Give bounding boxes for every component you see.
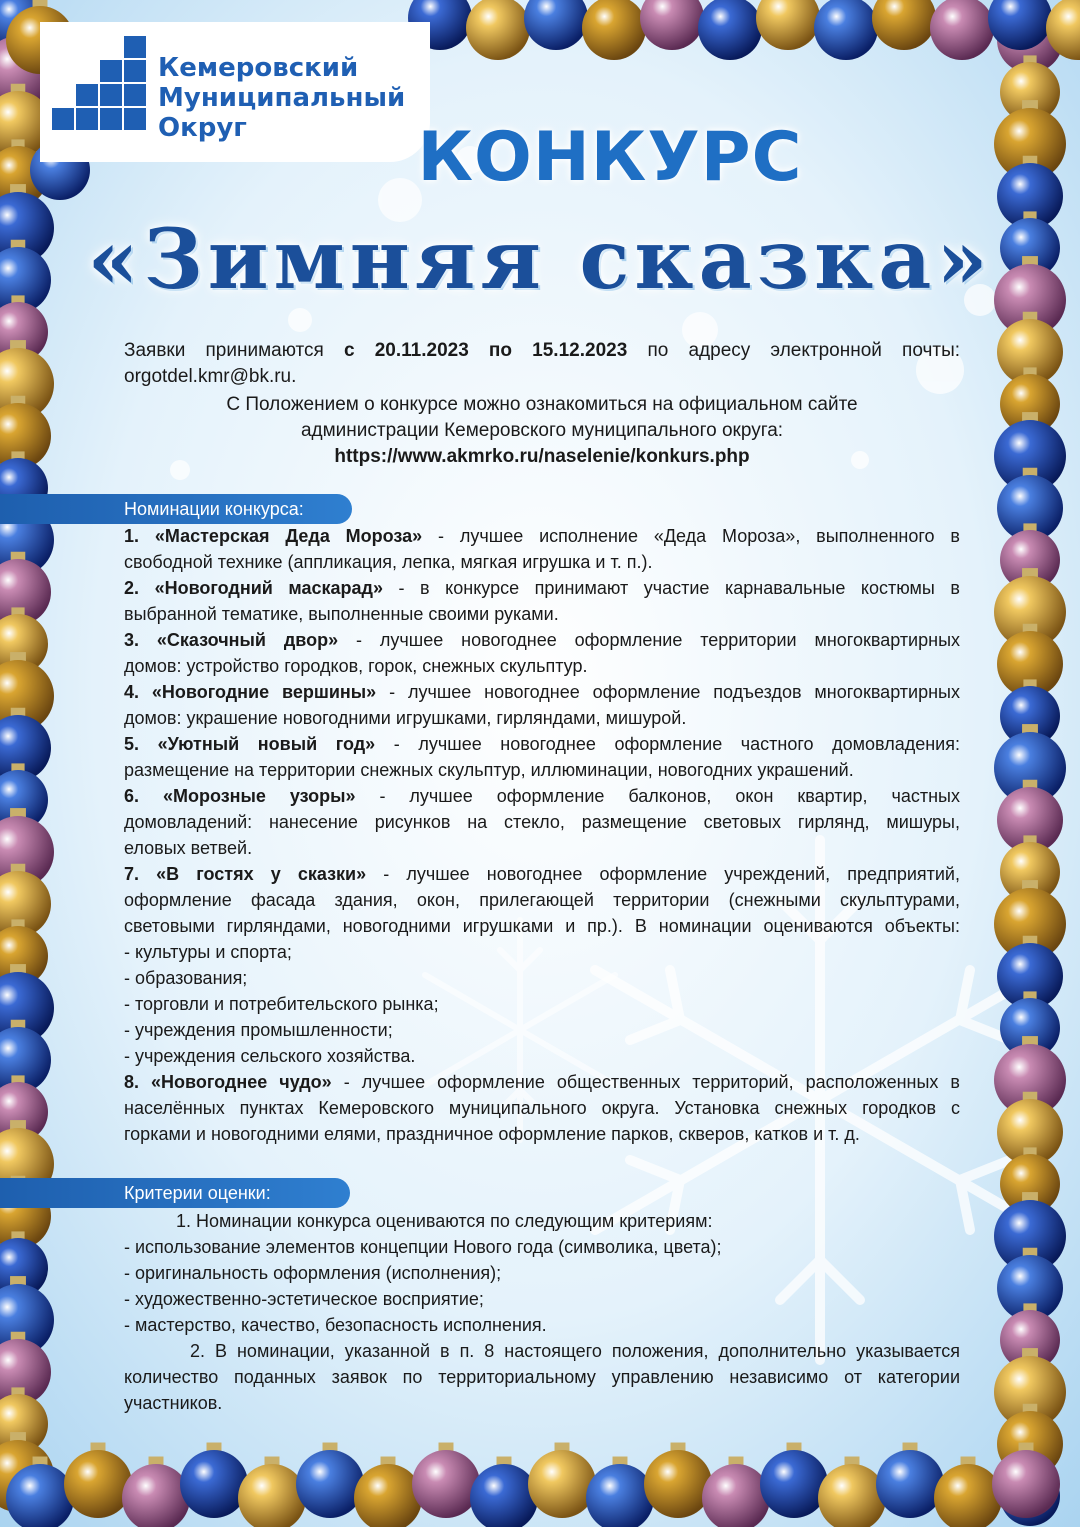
ornament-ball-icon (934, 1464, 1002, 1527)
dates: с 20.11.2023 по 15.12.2023 (344, 340, 628, 361)
ornament-ball-icon (756, 0, 820, 50)
list-item: 8. «Новогоднее чудо» - лучшее оформление общественных территорий, расположенных в (124, 1072, 960, 1092)
criteria-item: - использование элементов концепции Нового года (символика, цвета); (124, 1237, 722, 1257)
ornament-ball-icon (122, 1464, 190, 1527)
logo-line-2: Муниципальный (158, 83, 406, 113)
list-item: 7. «В гостях у сказки» - лучшее новогоднее оформление учреждений, предприятий, (124, 864, 960, 884)
criteria-item: - художественно-эстетическое восприятие; (124, 1289, 484, 1309)
list-item: 1. «Мастерская Деда Мороза» - лучшее исполнение «Деда Мороза», выполненного в (124, 526, 960, 546)
ornament-ball-icon (412, 1450, 480, 1518)
ornament-ball-icon (582, 0, 646, 60)
object-item: - образования; (124, 968, 248, 988)
ornament-ball-icon (238, 1464, 306, 1527)
nominations-list: 1. «Мастерская Деда Мороза» - лучшее исполнение «Деда Мороза», выполненного в свободной технике (аппликация, лепка, мягкая игрушка и т. п.). 2. «Новогодний маскарад» - в конкурсе принимают участие карнавальные костюмы в выбранной тематике, выполненные своими руками. 3. «Сказочный двор» - лучшее новогоднее оформление территории многоквартирных домов: устройство городков, горок, снежных скульптур. 4. «Новогодние вершины» - лучшее новогоднее оформление подъездов многоквартирных домов: украшение новогодними игрушками, гирляндами, мишурой. 5. «Уютный новый год» - лучшее новогоднее оформление частного домовладения: размещение на территории снежных скульптур, иллюминации, новогодних украшений. 6. «Морозные узоры» - лучшее оформление балконов, окон квартир, частных домовладений: нанесение рисунков на стекло, размещение световых гирлянд, мишуры, еловых ветвей. 7. «В гостях у сказки» - лучшее новогоднее оформление учреждений, предприятий, оформление фасада здания, окон, прилегающей территории (снежными скульптурами, световыми гирляндами, новогодними игрушками и пр.). В номинации оцениваются объекты: - культуры и спорта; - образования; - торговли и потребительского рынка; - учреждения промышленности; - учреждения сельского хозяйства. 8. «Новогоднее чудо» - лучшее оформление общественных территорий, расположенных в населённых пунктах Кемеровского муниципального округа. Установка снежных городков с горками и новогодними елями, праздничное оформление парков, скверов, катков и т. д. (124, 523, 960, 1147)
intro-applications: Заявки принимаются с 20.11.2023 по 15.12.2023 по адресу электронной почты: orgotdel.kmr@bk.ru. (124, 340, 961, 387)
ornament-ball-icon (586, 1464, 654, 1527)
ornament-ball-icon (180, 1450, 248, 1518)
ornament-ball-icon (698, 0, 762, 60)
list-item: 4. «Новогодние вершины» - лучшее новогоднее оформление подъездов многоквартирных (124, 682, 960, 702)
criteria-list: 1. Номинации конкурса оцениваются по следующим критериям: - использование элементов концепции Нового года (символика, цвета); - оригинальность оформления (исполнения); - художественно-эстетическое восприятие; - мастерство, качество, безопасность исполнения. 2. В номинации, указанной в п. 8 настоящего положения, дополнительно указывается количество поданных заявок по территориальному управлению независимо от категории участников. (124, 1211, 960, 1413)
object-item: - культуры и спорта; (124, 942, 292, 962)
ornament-ball-icon (296, 1450, 364, 1518)
ornament-ball-icon (470, 1464, 538, 1527)
ornament-ball-icon (466, 0, 530, 60)
nominations-header: Номинации конкурса: (0, 494, 352, 524)
list-item: 3. «Сказочный двор» - лучшее новогоднее оформление территории многоквартирных (124, 630, 961, 650)
email-link[interactable]: orgotdel.kmr@bk.ru (124, 366, 292, 387)
ornament-ball-icon (930, 0, 994, 60)
ornament-ball-icon (524, 0, 588, 50)
ornament-ball-icon (354, 1464, 422, 1527)
ornament-ball-icon (814, 0, 878, 60)
logo-line-1: Кемеровский (158, 53, 359, 83)
ornament-ball-icon (64, 1450, 132, 1518)
list-item: 2. «Новогодний маскарад» - в конкурсе принимают участие карнавальные костюмы в (124, 578, 960, 598)
criteria-item: - оригинальность оформления (исполнения); (124, 1263, 502, 1283)
intro-regulation: С Положением о конкурсе можно ознакомиться на официальном сайте администрации Кемеровского муниципального округа: https://www.akmrko.ru/naselenie/konkurs.php (124, 392, 960, 470)
ornament-ball-icon (992, 1450, 1060, 1518)
criteria-item: - мастерство, качество, безопасность исполнения. (124, 1315, 547, 1335)
list-item: 5. «Уютный новый год» - лучшее новогоднее оформление частного домовладения: (124, 734, 960, 754)
ornament-ball-icon (872, 0, 936, 50)
logo-line-3: Округ (158, 113, 247, 143)
title-contest: КОНКУРС (417, 118, 803, 197)
criteria-header: Критерии оценки: (0, 1178, 350, 1208)
object-item: - торговли и потребительского рынка; (124, 994, 439, 1014)
list-item: 6. «Морозные узоры» - лучшее оформление балконов, окон квартир, частных (124, 786, 960, 806)
object-item: - учреждения промышленности; (124, 1020, 393, 1040)
ornament-ball-icon (702, 1464, 770, 1527)
ornament-ball-icon (644, 1450, 712, 1518)
title-winter-tale: «Зимняя сказка» (87, 212, 993, 308)
ornament-ball-icon (528, 1450, 596, 1518)
ornament-ball-icon (640, 0, 704, 50)
website-link[interactable]: https://www.akmrko.ru/naselenie/konkurs.php (334, 446, 750, 467)
ornament-ball-icon (876, 1450, 944, 1518)
ornament-ball-icon (760, 1450, 828, 1518)
ornament-ball-icon (818, 1464, 886, 1527)
object-item: - учреждения сельского хозяйства. (124, 1046, 416, 1066)
